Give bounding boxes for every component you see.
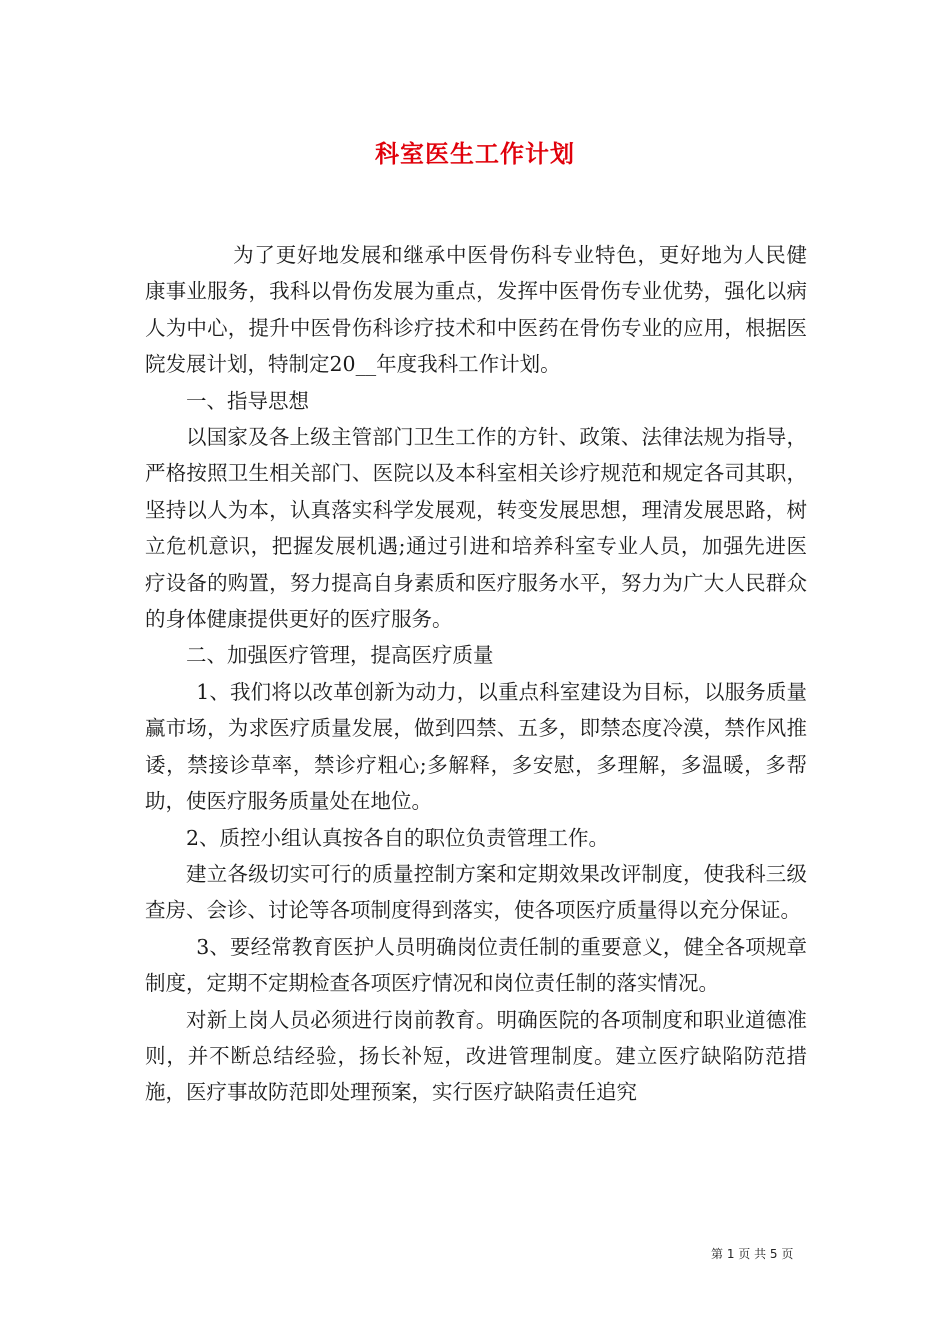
- document-body: [145, 237, 807, 1111]
- intro-paragraph: 为了更好地发展和继承中医骨伤科专业特色，更好地为人民健康事业服务，我科以骨伤发展为重点，发挥中医骨伤专业优势，强化以病人为中心，提升中医骨伤科诊疗技术和中医药在骨伤专业的应用，根据医院发展计划，特制定20__年度我科工作计划。: [145, 243, 807, 377]
- new-staff-paragraph: 对新上岗人员必须进行岗前教育。明确医院的各项制度和职业道德准则，并不断总结经验，扬长补短，改进管理制度。建立医疗缺陷防范措施，医疗事故防范即处理预案，实行医疗缺陷责任追究: [145, 1007, 807, 1105]
- section-heading-guiding-thought: 一、指导思想: [186, 388, 309, 413]
- item-1-paragraph: 1、我们将以改革创新为动力，以重点科室建设为目标，以服务质量赢市场，为求医疗质量发展，做到四禁、五多，即禁态度冷漠，禁作风推诿，禁接诊草率，禁诊疗粗心;多解释，多安慰，多理解，多温暖，多帮助，使医疗服务质量处在地位。: [145, 679, 807, 814]
- document-title: 科室医生工作计划: [375, 139, 575, 168]
- section-heading-medical-management: 二、加强医疗管理，提高医疗质量: [186, 643, 494, 668]
- guiding-thought-paragraph: 以国家及各上级主管部门卫生工作的方针、政策、法律法规为指导，严格按照卫生相关部门、医院以及本科室相关诊疗规范和规定各司其职，坚持以人为本，认真落实科学发展观，转变发展思想，理清发展思路，树立危机意识，把握发展机遇;通过引进和培养科室专业人员，加强先进医疗设备的购置，努力提高自身素质和医疗服务水平，努力为广大人民群众的身体健康提供更好的医疗服务。: [145, 425, 807, 632]
- page-number: 第 1 页 共 5 页: [711, 1247, 794, 1261]
- item-2-paragraph: 2、质控小组认真按各自的职位负责管理工作。: [186, 825, 610, 850]
- quality-control-paragraph: 建立各级切实可行的质量控制方案和定期效果改评制度，使我科三级查房、会诊、讨论等各项制度得到落实，使各项医疗质量得以充分保证。: [145, 861, 807, 923]
- item-3-paragraph: 3、要经常教育医护人员明确岗位责任制的重要意义，健全各项规章制度，定期不定期检查各项医疗情况和岗位责任制的落实情况。: [145, 934, 807, 996]
